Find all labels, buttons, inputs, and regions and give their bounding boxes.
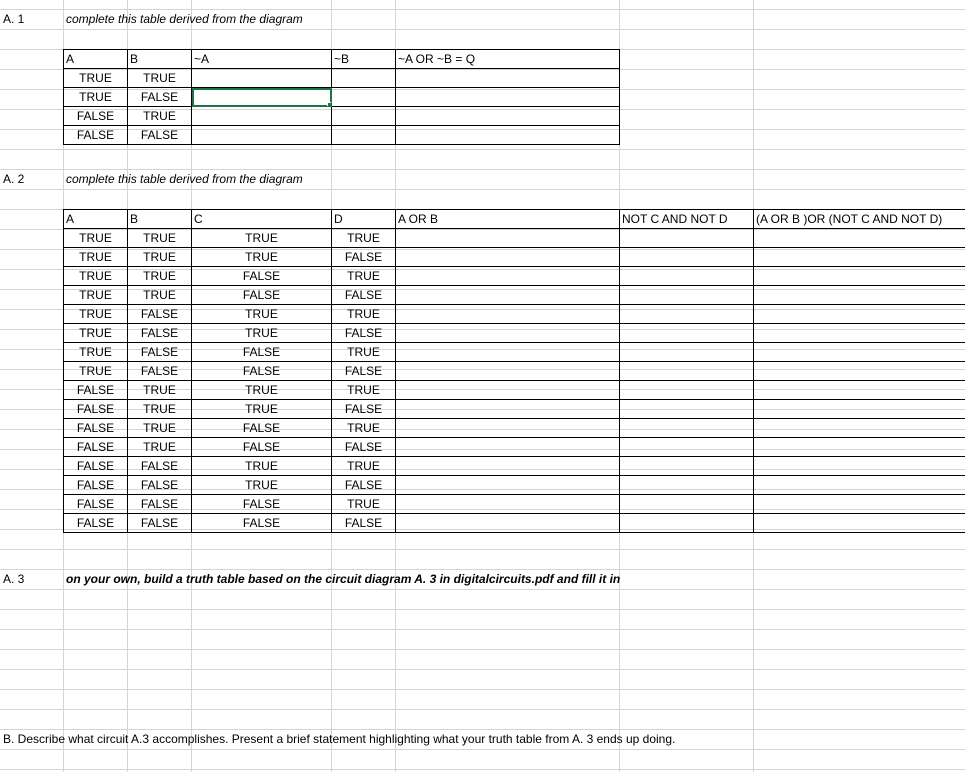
a2-cell[interactable]: TRUE: [64, 286, 128, 305]
a2-cell[interactable]: FALSE: [128, 495, 192, 514]
a2-cell[interactable]: [620, 362, 754, 381]
a2-cell[interactable]: TRUE: [192, 400, 332, 419]
section-label-a1: A. 1: [3, 12, 25, 26]
a2-cell[interactable]: TRUE: [332, 267, 396, 286]
table-row: [64, 362, 965, 381]
a2-cell[interactable]: FALSE: [128, 457, 192, 476]
a2-cell[interactable]: TRUE: [192, 229, 332, 248]
a2-cell[interactable]: FALSE: [128, 362, 192, 381]
table-row: [64, 324, 965, 343]
table-row: [64, 126, 620, 145]
truth-table-a2: [63, 209, 965, 533]
a2-cell[interactable]: TRUE: [128, 438, 192, 457]
a2-cell[interactable]: TRUE: [332, 381, 396, 400]
a1-cell[interactable]: [332, 126, 396, 145]
a2-cell[interactable]: TRUE: [192, 305, 332, 324]
a2-cell[interactable]: [754, 400, 965, 419]
a2-cell[interactable]: TRUE: [128, 267, 192, 286]
a2-cell[interactable]: [396, 457, 620, 476]
a2-cell[interactable]: [396, 286, 620, 305]
table-row: [64, 495, 965, 514]
a1-cell[interactable]: [192, 126, 332, 145]
a2-header-cell[interactable]: D: [332, 210, 396, 229]
a2-cell[interactable]: FALSE: [192, 514, 332, 533]
a2-cell[interactable]: TRUE: [192, 324, 332, 343]
a2-cell[interactable]: [396, 248, 620, 267]
table-row: [64, 419, 965, 438]
a2-header-cell[interactable]: C: [192, 210, 332, 229]
a1-cell[interactable]: [332, 107, 396, 126]
a2-cell[interactable]: TRUE: [128, 248, 192, 267]
a2-cell[interactable]: FALSE: [64, 419, 128, 438]
a1-selected-cell[interactable]: [192, 88, 332, 107]
a2-cell[interactable]: FALSE: [128, 305, 192, 324]
a3-instruction: on your own, build a truth table based on the circuit diagram A. 3 in digitalcircuits.pdf and fill it in: [66, 572, 621, 586]
a2-cell[interactable]: FALSE: [64, 495, 128, 514]
a2-header-cell[interactable]: A: [64, 210, 128, 229]
a2-cell[interactable]: [754, 495, 965, 514]
table-row: [64, 381, 965, 400]
a2-cell[interactable]: FALSE: [332, 362, 396, 381]
a2-cell[interactable]: [620, 514, 754, 533]
a1-cell[interactable]: TRUE: [128, 69, 192, 88]
a2-cell[interactable]: [754, 457, 965, 476]
a1-cell[interactable]: TRUE: [128, 107, 192, 126]
a2-cell[interactable]: TRUE: [332, 305, 396, 324]
a2-header-cell[interactable]: B: [128, 210, 192, 229]
table-row: [64, 438, 965, 457]
a2-cell[interactable]: [396, 324, 620, 343]
a2-cell[interactable]: FALSE: [64, 457, 128, 476]
a2-cell[interactable]: FALSE: [332, 438, 396, 457]
a2-cell[interactable]: FALSE: [192, 362, 332, 381]
a2-cell[interactable]: TRUE: [128, 419, 192, 438]
table-row: [64, 305, 965, 324]
a2-cell[interactable]: TRUE: [192, 457, 332, 476]
a2-cell[interactable]: FALSE: [64, 514, 128, 533]
a2-cell[interactable]: [396, 400, 620, 419]
table-row: [64, 286, 965, 305]
a2-cell[interactable]: [754, 438, 965, 457]
a2-header-cell[interactable]: NOT C AND NOT D: [620, 210, 754, 229]
a1-header-cell[interactable]: ~A OR ~B = Q: [396, 50, 620, 69]
a2-cell[interactable]: [620, 495, 754, 514]
a1-cell[interactable]: [192, 107, 332, 126]
a1-header-cell[interactable]: ~A: [192, 50, 332, 69]
a2-cell[interactable]: FALSE: [128, 514, 192, 533]
a2-cell[interactable]: TRUE: [332, 457, 396, 476]
a2-cell[interactable]: [396, 419, 620, 438]
a2-cell[interactable]: [396, 514, 620, 533]
a2-header-cell[interactable]: (A OR B )OR (NOT C AND NOT D): [754, 210, 965, 229]
a2-cell[interactable]: FALSE: [192, 438, 332, 457]
truth-table-a1: [63, 49, 620, 145]
a2-cell[interactable]: TRUE: [332, 495, 396, 514]
a2-cell[interactable]: [754, 381, 965, 400]
a2-cell[interactable]: [754, 419, 965, 438]
a2-cell[interactable]: TRUE: [64, 343, 128, 362]
fill-handle[interactable]: [327, 102, 332, 107]
table-row: [64, 88, 620, 107]
a1-cell[interactable]: [192, 69, 332, 88]
a2-cell[interactable]: TRUE: [64, 305, 128, 324]
a2-cell[interactable]: FALSE: [332, 324, 396, 343]
a1-cell[interactable]: [396, 126, 620, 145]
table-row: [64, 343, 965, 362]
a2-header-cell[interactable]: A OR B: [396, 210, 620, 229]
a2-cell[interactable]: [620, 438, 754, 457]
table-row: [64, 248, 965, 267]
a2-cell[interactable]: [396, 229, 620, 248]
a1-cell[interactable]: [332, 69, 396, 88]
a1-cell[interactable]: FALSE: [64, 107, 128, 126]
a2-cell[interactable]: [620, 343, 754, 362]
a1-cell[interactable]: TRUE: [64, 69, 128, 88]
a2-cell[interactable]: [754, 362, 965, 381]
a2-cell[interactable]: [620, 286, 754, 305]
a2-cell[interactable]: [620, 419, 754, 438]
a2-cell[interactable]: FALSE: [332, 248, 396, 267]
a2-cell[interactable]: TRUE: [64, 229, 128, 248]
a2-cell[interactable]: FALSE: [332, 476, 396, 495]
a2-cell[interactable]: TRUE: [192, 476, 332, 495]
a2-cell[interactable]: [396, 495, 620, 514]
a2-cell[interactable]: [620, 305, 754, 324]
a2-cell[interactable]: TRUE: [64, 324, 128, 343]
a2-cell[interactable]: [620, 400, 754, 419]
a2-instruction: complete this table derived from the diagram: [66, 172, 303, 186]
a2-cell[interactable]: [396, 267, 620, 286]
a1-cell[interactable]: TRUE: [64, 88, 128, 107]
a2-cell[interactable]: [754, 305, 965, 324]
table-row: [64, 514, 965, 533]
a1-header-cell[interactable]: B: [128, 50, 192, 69]
a2-cell[interactable]: [396, 362, 620, 381]
a2-cell[interactable]: TRUE: [332, 419, 396, 438]
a2-cell[interactable]: FALSE: [128, 476, 192, 495]
a1-header-cell[interactable]: A: [64, 50, 128, 69]
a2-cell[interactable]: [620, 457, 754, 476]
a1-header-cell[interactable]: ~B: [332, 50, 396, 69]
a2-cell[interactable]: [754, 286, 965, 305]
a2-cell[interactable]: TRUE: [128, 286, 192, 305]
a2-cell[interactable]: FALSE: [64, 381, 128, 400]
a2-cell[interactable]: [620, 248, 754, 267]
a2-cell[interactable]: [754, 343, 965, 362]
a2-cell[interactable]: [396, 438, 620, 457]
a2-cell[interactable]: FALSE: [192, 343, 332, 362]
a2-cell[interactable]: [620, 324, 754, 343]
table-row: [64, 400, 965, 419]
a2-cell[interactable]: FALSE: [128, 343, 192, 362]
a2-cell[interactable]: [754, 324, 965, 343]
a2-cell[interactable]: [620, 267, 754, 286]
a2-cell[interactable]: [620, 476, 754, 495]
a2-cell[interactable]: TRUE: [64, 362, 128, 381]
a2-cell[interactable]: [396, 305, 620, 324]
section-label-a3: A. 3: [3, 572, 25, 586]
a1-cell[interactable]: [396, 107, 620, 126]
a2-cell[interactable]: TRUE: [332, 229, 396, 248]
section-b-prompt: B. Describe what circuit A.3 accomplishes. Present a brief statement highlighting what your truth table from A. 3 ends up doing.: [3, 732, 676, 746]
a2-cell[interactable]: [754, 514, 965, 533]
a2-cell[interactable]: [754, 267, 965, 286]
a2-cell[interactable]: FALSE: [192, 267, 332, 286]
section-label-a2: A. 2: [3, 172, 25, 186]
a2-cell[interactable]: FALSE: [192, 286, 332, 305]
a2-cell[interactable]: TRUE: [128, 400, 192, 419]
a2-cell[interactable]: FALSE: [192, 495, 332, 514]
a2-cell[interactable]: FALSE: [192, 419, 332, 438]
a2-cell[interactable]: [754, 476, 965, 495]
table-row: [64, 229, 965, 248]
a2-cell[interactable]: [754, 248, 965, 267]
a2-cell[interactable]: FALSE: [64, 438, 128, 457]
a2-cell[interactable]: TRUE: [332, 343, 396, 362]
a1-cell[interactable]: [396, 88, 620, 107]
a2-cell[interactable]: [754, 229, 965, 248]
a1-cell[interactable]: FALSE: [128, 126, 192, 145]
a1-instruction: complete this table derived from the diagram: [66, 12, 303, 26]
table-row: [64, 457, 965, 476]
table-row: [64, 107, 620, 126]
a2-cell[interactable]: TRUE: [128, 381, 192, 400]
a2-cell[interactable]: FALSE: [64, 476, 128, 495]
table-row: [64, 267, 965, 286]
a2-cell[interactable]: [396, 343, 620, 362]
table-row: [64, 476, 965, 495]
a2-cell[interactable]: [396, 381, 620, 400]
a2-cell[interactable]: [620, 381, 754, 400]
a2-cell[interactable]: TRUE: [192, 381, 332, 400]
a2-cell[interactable]: FALSE: [332, 400, 396, 419]
a2-cell[interactable]: [620, 229, 754, 248]
a2-cell[interactable]: TRUE: [192, 248, 332, 267]
table-row: [64, 69, 620, 88]
a1-cell[interactable]: [396, 69, 620, 88]
a2-cell[interactable]: TRUE: [64, 267, 128, 286]
a1-cell[interactable]: FALSE: [64, 126, 128, 145]
a2-cell[interactable]: TRUE: [128, 229, 192, 248]
a2-cell[interactable]: FALSE: [332, 286, 396, 305]
a2-cell[interactable]: FALSE: [332, 514, 396, 533]
a2-cell[interactable]: TRUE: [64, 248, 128, 267]
a1-cell[interactable]: FALSE: [128, 88, 192, 107]
a2-cell[interactable]: FALSE: [128, 324, 192, 343]
a2-cell[interactable]: FALSE: [64, 400, 128, 419]
a1-cell[interactable]: [332, 88, 396, 107]
a2-cell[interactable]: [396, 476, 620, 495]
